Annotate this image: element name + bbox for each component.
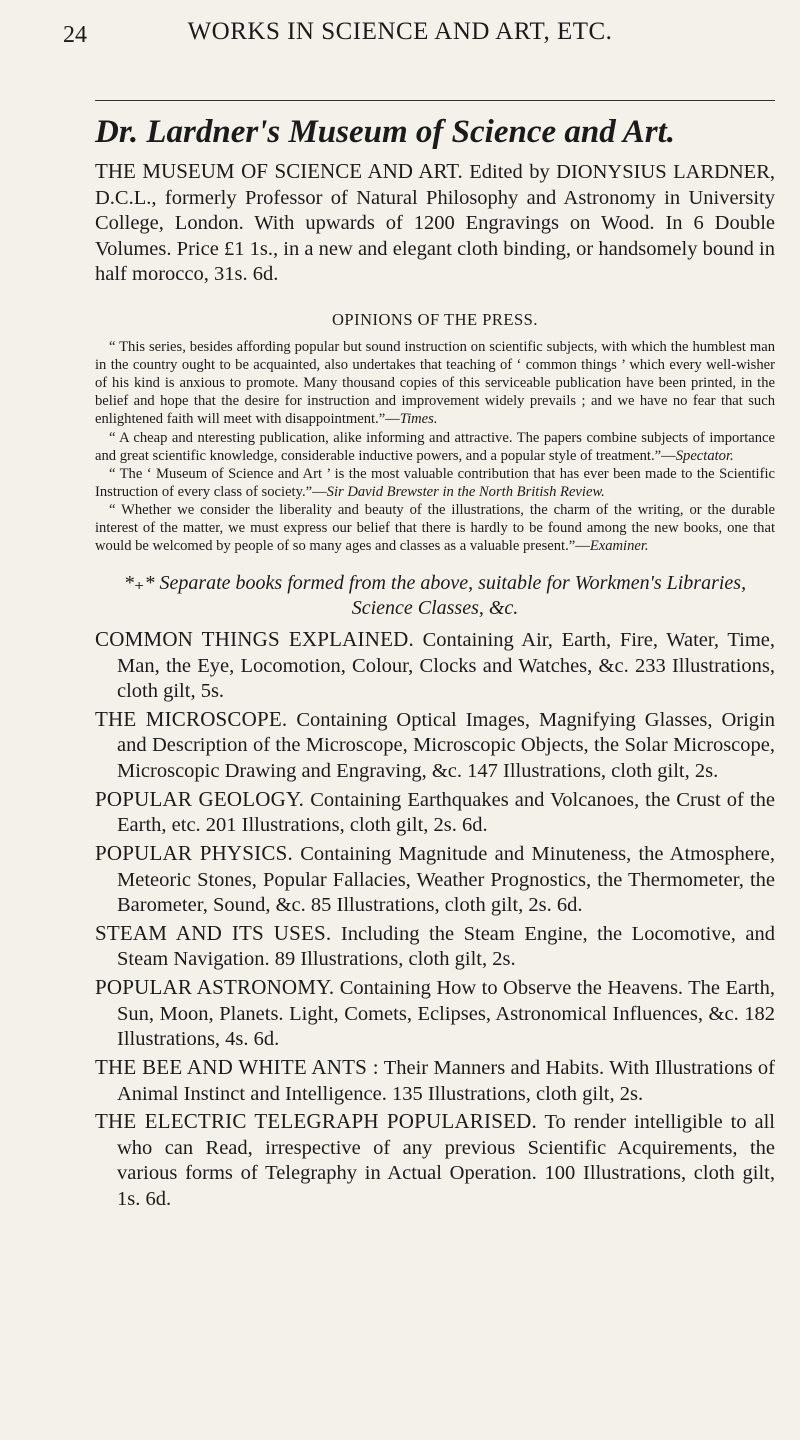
press-quote: [95, 501, 775, 555]
book-entry: [95, 974, 775, 1053]
press-quote-text: “ The ‘ Museum of Science and Art ’ is the most valuable contribution that has ever been made to the Scientific Instruction of every class of society.”—: [95, 465, 775, 500]
press-quote-source: Examiner.: [589, 538, 649, 555]
press-quote: [95, 338, 775, 428]
book-title: STEAM AND ITS USES.: [95, 920, 332, 945]
book-entry: [95, 1054, 775, 1107]
running-title: WORKS IN SCIENCE AND ART, ETC.: [187, 18, 613, 45]
book-description: Containing Earthquakes and Volcanoes, the Crust of the Earth, etc. 201 Illustrations, cloth gilt, 2s. 6d.: [117, 788, 775, 837]
book-title: COMMON THINGS EXPLAINED.: [95, 626, 414, 651]
book-entry: [95, 920, 775, 973]
press-quote-source: Times.: [399, 411, 438, 428]
header-rule: [95, 100, 775, 101]
museum-entry: [95, 158, 775, 288]
book-entry: [95, 1108, 775, 1213]
press-quote: [95, 465, 775, 501]
book-title: POPULAR GEOLOGY.: [95, 786, 305, 811]
book-title: THE BEE AND WHITE ANTS :: [95, 1054, 379, 1079]
book-description: Including the Steam Engine, the Locomotive, and Steam Navigation. 89 Illustrations, cloth gilt, 2s.: [117, 922, 775, 971]
book-description: Containing Air, Earth, Fire, Water, Time, Man, the Eye, Locomotion, Colour, Clocks and Watches, &c. 233 Illustrations, cloth gilt, 5s.: [117, 628, 775, 703]
press-quote-text: “ A cheap and nteresting publication, alike informing and attractive. The papers combine subjects of importance and great scientific knowledge, considerable inductive powers, and a popular style of treatment.”—: [95, 429, 775, 464]
section-heading: Dr. Lardner's Museum of Science and Art.: [95, 114, 676, 150]
book-description: To render intelligible to all who can Read, irrespective of any previous Scientific Acquirements, the various forms of Telegraphy in Actual Operation. 100 Illustrations, cloth gilt, 1s. 6d.: [117, 1111, 775, 1211]
book-entry: [95, 706, 775, 785]
opinions-heading: OPINIONS OF THE PRESS.: [332, 310, 538, 330]
book-description: Containing Magnitude and Minuteness, the Atmosphere, Meteoric Stones, Popular Fallacies, Weather Prognostics, the Thermometer, the Barometer, Sound, &c. 85 Illustrations, cloth gilt, 2s. 6d.: [117, 842, 775, 917]
book-title: THE ELECTRIC TELEGRAPH POPULARISED.: [95, 1109, 537, 1134]
separate-books-note: *₊* Separate books formed from the above, suitable for Workmen's Libraries, Science Classes, &c.: [123, 572, 747, 619]
book-entry: [95, 786, 775, 839]
book-description: Their Manners and Habits. With Illustrations of Animal Instinct and Intelligence. 135 Illustrations, cloth gilt, 2s.: [117, 1056, 776, 1105]
press-quote: [95, 429, 775, 465]
book-entry: [95, 626, 775, 705]
page-number: 24: [63, 22, 87, 48]
press-quote-source: Sir David Brewster in the North British Review.: [326, 483, 605, 500]
press-quote-text: “ Whether we consider the liberality and beauty of the illustrations, the charm of the writing, or the durable interest of the matter, we must express our belief that there is hardly to be found among the new books, one that would be welcomed by people of so many ages and classes as a valuable present.”—: [95, 501, 775, 555]
page-body: [95, 108, 775, 1214]
press-quote-source: Spectator.: [675, 447, 734, 464]
book-title: POPULAR ASTRONOMY.: [95, 975, 335, 1000]
book-description: Containing Optical Images, Magnifying Glasses, Origin and Description of the Microscope, Microscopic Objects, the Solar Microscope, Microscopic Drawing and Engraving, &c. 147 Illustrations, cloth gilt, 2s.: [117, 708, 776, 783]
book-title: THE MICROSCOPE.: [95, 706, 288, 731]
museum-entry-title: THE MUSEUM OF SCIENCE AND ART.: [95, 158, 463, 183]
press-quote-text: “ This series, besides affording popular but sound instruction on scientific subjects, with which the humblest man in the country ought to be acquainted, also undertakes that teaching of ‘ common things ’ which every well-wisher of his kind is anxious to promote. Many thousand copies of this serviceable publication have been printed, in the belief and hope that the desire for instruction and improvement widely prevails ; and we have no fear that such enlightened faith will meet with disappointment.”—: [95, 339, 775, 428]
museum-entry-body: Edited by DIONYSIUS LARDNER, D.C.L., formerly Professor of Natural Philosophy and Astronomy in University College, London. With upwards of 1200 Engravings on Wood. In 6 Double Volumes. Price £1 1s., in a new and elegant cloth binding, or handsomely bound in half morocco, 31s. 6d.: [95, 160, 776, 286]
book-entry: [95, 840, 775, 919]
book-description: Containing How to Observe the Heavens. The Earth, Sun, Moon, Planets. Light, Comets, Eclipses, Astronomical Influences, &c. 182 Illustrations, 4s. 6d.: [117, 977, 775, 1051]
book-title: POPULAR PHYSICS.: [95, 840, 293, 865]
